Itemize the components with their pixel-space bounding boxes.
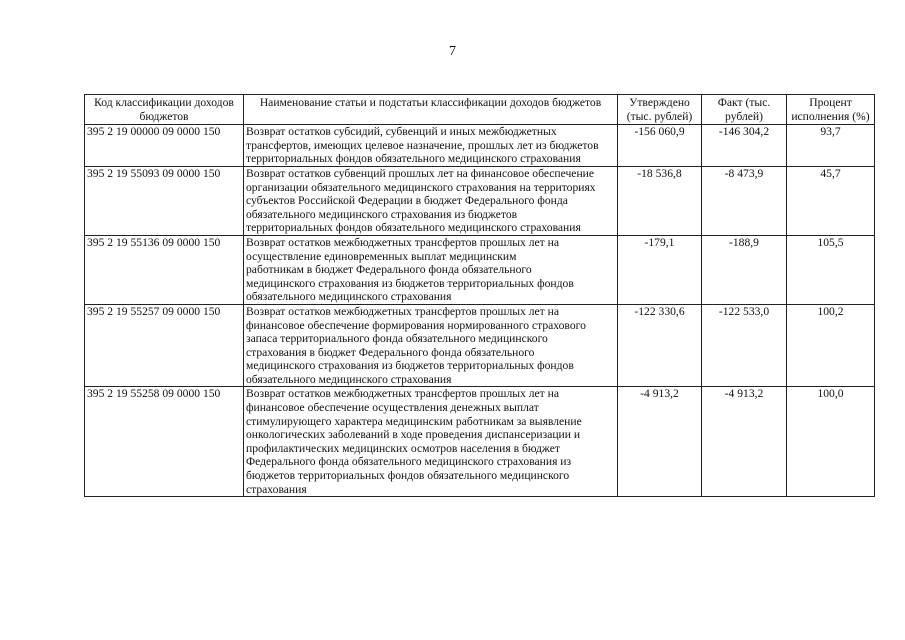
row-fact: -4 913,2 (702, 387, 787, 497)
row-code: 395 2 19 55258 09 0000 150 (85, 387, 244, 497)
row-name: Возврат остатков межбюджетных трансфертов прошлых лет на финансовое обеспечение осуществления денежных выплат стимулирующего характера медицинским работникам за выявление онкологических заболеваний в ходе проведения диспансеризации и профилактических медицинских осмотров населения в бюджет Федерального фонда обязательного медицинского страхования из бюджетов территориальных фондов обязательного медицинского страхования (244, 387, 618, 497)
revenue-table (84, 94, 875, 497)
row-percent: 100,2 (787, 304, 875, 387)
header-percent: Процент исполнения (%) (787, 95, 875, 125)
page-number: 7 (449, 44, 456, 59)
row-percent: 93,7 (787, 125, 875, 167)
row-approved: -156 060,9 (618, 125, 702, 167)
table-header-row (85, 95, 875, 125)
header-fact: Факт (тыс. рублей) (702, 95, 787, 125)
table-row (85, 166, 875, 235)
row-approved: -4 913,2 (618, 387, 702, 497)
row-code: 395 2 19 00000 09 0000 150 (85, 125, 244, 167)
row-fact: -8 473,9 (702, 166, 787, 235)
row-code: 395 2 19 55136 09 0000 150 (85, 235, 244, 304)
row-code: 395 2 19 55257 09 0000 150 (85, 304, 244, 387)
table-row (85, 235, 875, 304)
row-approved: -122 330,6 (618, 304, 702, 387)
row-approved: -18 536,8 (618, 166, 702, 235)
table-row (85, 304, 875, 387)
header-approved: Утверждено (тыс. рублей) (618, 95, 702, 125)
row-name: Возврат остатков межбюджетных трансфертов прошлых лет на финансовое обеспечение формирования нормированного страхового запаса территориального фонда обязательного медицинского страхования в бюджет Федерального фонда обязательного медицинского страхования из бюджетов территориальных фондов обязательного медицинского страхования (244, 304, 618, 387)
row-fact: -122 533,0 (702, 304, 787, 387)
header-code: Код классификации доходов бюджетов (85, 95, 244, 125)
row-percent: 105,5 (787, 235, 875, 304)
row-name: Возврат остатков межбюджетных трансфертов прошлых лет на осуществление единовременных выплат медицинским работникам в бюджет Федерального фонда обязательного медицинского страхования из бюджетов территориальных фондов обязательного медицинского страхования (244, 235, 618, 304)
row-fact: -188,9 (702, 235, 787, 304)
row-approved: -179,1 (618, 235, 702, 304)
row-percent: 100,0 (787, 387, 875, 497)
row-percent: 45,7 (787, 166, 875, 235)
row-name: Возврат остатков субсидий, субвенций и иных межбюджетных трансфертов, имеющих целевое назначение, прошлых лет из бюджетов территориальных фондов обязательного медицинского страхования (244, 125, 618, 167)
table-row (85, 387, 875, 497)
row-name: Возврат остатков субвенций прошлых лет на финансовое обеспечение организации обязательного медицинского страхования на территориях субъектов Российской Федерации в бюджет Федерального фонда обязательного медицинского страхования из бюджетов территориальных фондов обязательного медицинского страхования (244, 166, 618, 235)
table-row (85, 125, 875, 167)
header-name: Наименование статьи и подстатьи классификации доходов бюджетов (244, 95, 618, 125)
row-fact: -146 304,2 (702, 125, 787, 167)
row-code: 395 2 19 55093 09 0000 150 (85, 166, 244, 235)
